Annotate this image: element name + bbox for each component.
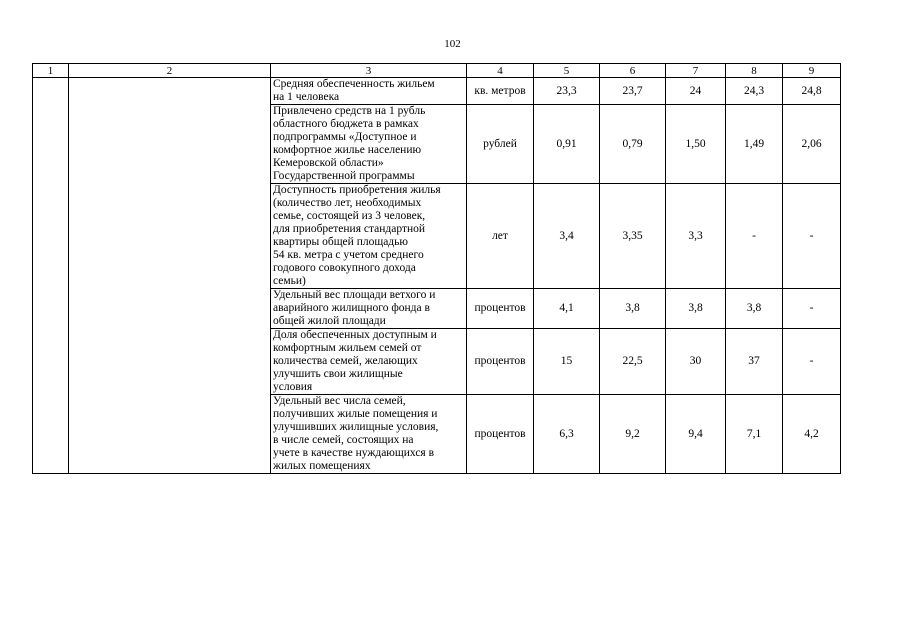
indicator-line: областного бюджета в рамках (273, 118, 419, 130)
indicator-line: получивших жилые помещения и (273, 408, 438, 420)
indicator-line: Доля обеспеченных доступным и (273, 329, 437, 341)
value-cell: 24,3 (726, 78, 783, 105)
value-cell: 9,4 (666, 395, 726, 474)
value-cell: - (783, 289, 841, 329)
indicator-line: комфортное жилье населению (273, 144, 422, 156)
value-cell: 23,3 (534, 78, 600, 105)
table-row (33, 78, 841, 105)
indicators-table (32, 63, 841, 474)
indicator-line: семьи) (273, 275, 306, 287)
unit-cell: процентов (467, 395, 534, 474)
unit-cell: рублей (467, 105, 534, 184)
value-cell: 15 (534, 329, 600, 395)
value-cell: 1,49 (726, 105, 783, 184)
value-cell: 7,1 (726, 395, 783, 474)
indicator-cell (271, 105, 467, 184)
indicator-line: общей жилой площади (273, 315, 386, 327)
value-cell: 23,7 (600, 78, 666, 105)
header-cell: 5 (534, 64, 600, 78)
unit-cell: лет (467, 184, 534, 289)
value-cell: 4,2 (783, 395, 841, 474)
indicator-line: квартиры общей площадью (273, 236, 408, 248)
value-cell: 30 (666, 329, 726, 395)
indicator-line: учете в качестве нуждающихся в (273, 447, 435, 459)
value-cell: 24 (666, 78, 726, 105)
indicator-line: в числе семей, состоящих на (273, 434, 414, 446)
value-cell: 37 (726, 329, 783, 395)
value-cell: 3,8 (666, 289, 726, 329)
unit-cell: кв. метров (467, 78, 534, 105)
indicator-line: 54 кв. метра с учетом среднего (273, 249, 424, 261)
indicator-cell (271, 329, 467, 395)
header-row (33, 64, 841, 78)
value-cell: 4,1 (534, 289, 600, 329)
value-cell: 1,50 (666, 105, 726, 184)
header-cell: 6 (600, 64, 666, 78)
unit-cell: процентов (467, 329, 534, 395)
header-cell: 1 (33, 64, 69, 78)
value-cell: - (783, 184, 841, 289)
indicator-line: Государственной программы (273, 170, 415, 182)
indicator-line: семье, состоящей из 3 человек, (273, 210, 426, 222)
header-cell: 8 (726, 64, 783, 78)
indicator-line: Удельный вес площади ветхого и (273, 289, 436, 301)
value-cell: 24,8 (783, 78, 841, 105)
header-cell: 4 (467, 64, 534, 78)
indicator-cell (271, 395, 467, 474)
header-cell: 2 (69, 64, 271, 78)
value-cell: 3,8 (600, 289, 666, 329)
value-cell: 9,2 (600, 395, 666, 474)
unit-cell: процентов (467, 289, 534, 329)
value-cell: - (783, 329, 841, 395)
header-cell: 7 (666, 64, 726, 78)
header-cell: 3 (271, 64, 467, 78)
indicator-line: для приобретения стандартной (273, 223, 426, 235)
value-cell: 3,35 (600, 184, 666, 289)
value-cell: 0,91 (534, 105, 600, 184)
empty-cell-col1 (33, 78, 69, 474)
indicator-line: аварийного жилищного фонда в (273, 302, 430, 314)
indicator-line: (количество лет, необходимых (273, 197, 422, 209)
indicator-line: Доступность приобретения жилья (273, 184, 441, 196)
header-cell: 9 (783, 64, 841, 78)
indicator-line: на 1 человека (273, 91, 340, 103)
indicator-line: подпрограммы «Доступное и (273, 131, 417, 143)
value-cell: 2,06 (783, 105, 841, 184)
indicator-line: улучшить свои жилищные (273, 368, 403, 380)
indicator-line: Средняя обеспеченность жильем (273, 78, 435, 90)
value-cell: 3,3 (666, 184, 726, 289)
indicator-line: количества семей, желающих (273, 355, 418, 367)
indicator-cell (271, 184, 467, 289)
indicator-line: Кемеровской области» (273, 157, 384, 169)
value-cell: 3,4 (534, 184, 600, 289)
indicator-line: комфортным жильем семей от (273, 342, 422, 354)
value-cell: 3,8 (726, 289, 783, 329)
value-cell: 22,5 (600, 329, 666, 395)
empty-cell-col2 (69, 78, 271, 474)
indicator-cell (271, 289, 467, 329)
value-cell: 0,79 (600, 105, 666, 184)
page-number: 102 (444, 38, 461, 50)
indicator-line: годового совокупного дохода (273, 262, 416, 274)
indicator-line: Удельный вес числа семей, (273, 395, 406, 407)
indicator-line: улучшивших жилищные условия, (273, 421, 439, 433)
indicator-line: жилых помещениях (273, 460, 371, 472)
value-cell: - (726, 184, 783, 289)
indicator-line: Привлечено средств на 1 рубль (273, 105, 426, 117)
indicator-cell (271, 78, 467, 105)
indicator-line: условия (273, 381, 313, 393)
value-cell: 6,3 (534, 395, 600, 474)
